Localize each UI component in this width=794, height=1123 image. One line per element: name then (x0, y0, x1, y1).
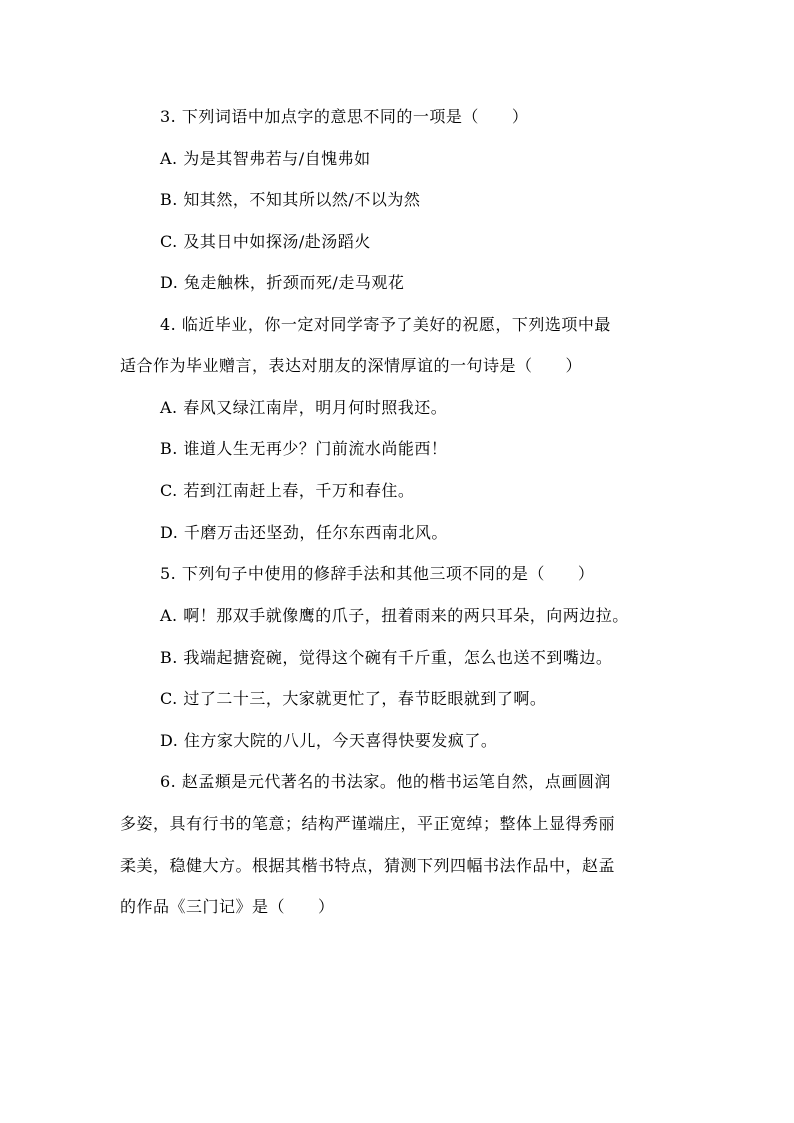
question-5-option-b: B. 我端起搪瓷碗，觉得这个碗有千斤重，怎么也送不到嘴边。 (160, 648, 613, 667)
question-3-option-d: D. 兔走触株，折颈而死/走马观花 (160, 273, 405, 292)
question-4-option-a: A. 春风又绿江南岸，明月何时照我还。 (160, 398, 448, 417)
question-3-option-c: C. 及其日中如探汤/赴汤蹈火 (160, 232, 371, 251)
question-3-option-a: A. 为是其智弗若与/自愧弗如 (160, 149, 371, 168)
question-6-line-1: 6. 赵孟頫是元代著名的书法家。他的楷书运笔自然，点画圆润 (160, 772, 611, 791)
question-4-option-b: B. 谁道人生无再少？门前流水尚能西！ (160, 439, 448, 458)
question-6-line-2: 多姿，具有行书的笔意；结构严谨端庄，平正宽绰；整体上显得秀丽 (120, 814, 616, 833)
question-4-option-c: C. 若到江南赶上春，千万和春住。 (160, 481, 415, 500)
question-6-line-4: 的作品《三门记》是（ ） (120, 897, 335, 916)
question-3-stem: 3. 下列词语中加点字的意思不同的一项是（ ） (160, 107, 529, 126)
question-6-line-3: 柔美，稳健大方。根据其楷书特点，猜测下列四幅书法作品中，赵孟 (120, 856, 616, 875)
question-5-option-c: C. 过了二十三，大家就更忙了，春节眨眼就到了啊。 (160, 689, 547, 708)
question-4-stem-line-2: 适合作为毕业赠言，表达对朋友的深情厚谊的一句诗是（ ） (120, 356, 583, 375)
question-4-stem-line-1: 4. 临近毕业，你一定对同学寄予了美好的祝愿，下列选项中最 (160, 315, 611, 334)
question-5-option-a: A. 啊！那双手就像鹰的爪子，扭着雨来的两只耳朵，向两边拉。 (160, 606, 629, 625)
question-5-stem: 5. 下列句子中使用的修辞手法和其他三项不同的是（ ） (160, 564, 595, 583)
question-3-option-b: B. 知其然，不知其所以然/不以为然 (160, 190, 421, 209)
question-4-option-d: D. 千磨万击还坚劲，任尔东西南北风。 (160, 523, 448, 542)
question-5-option-d: D. 住方家大院的八儿，今天喜得快要发疯了。 (160, 731, 498, 750)
